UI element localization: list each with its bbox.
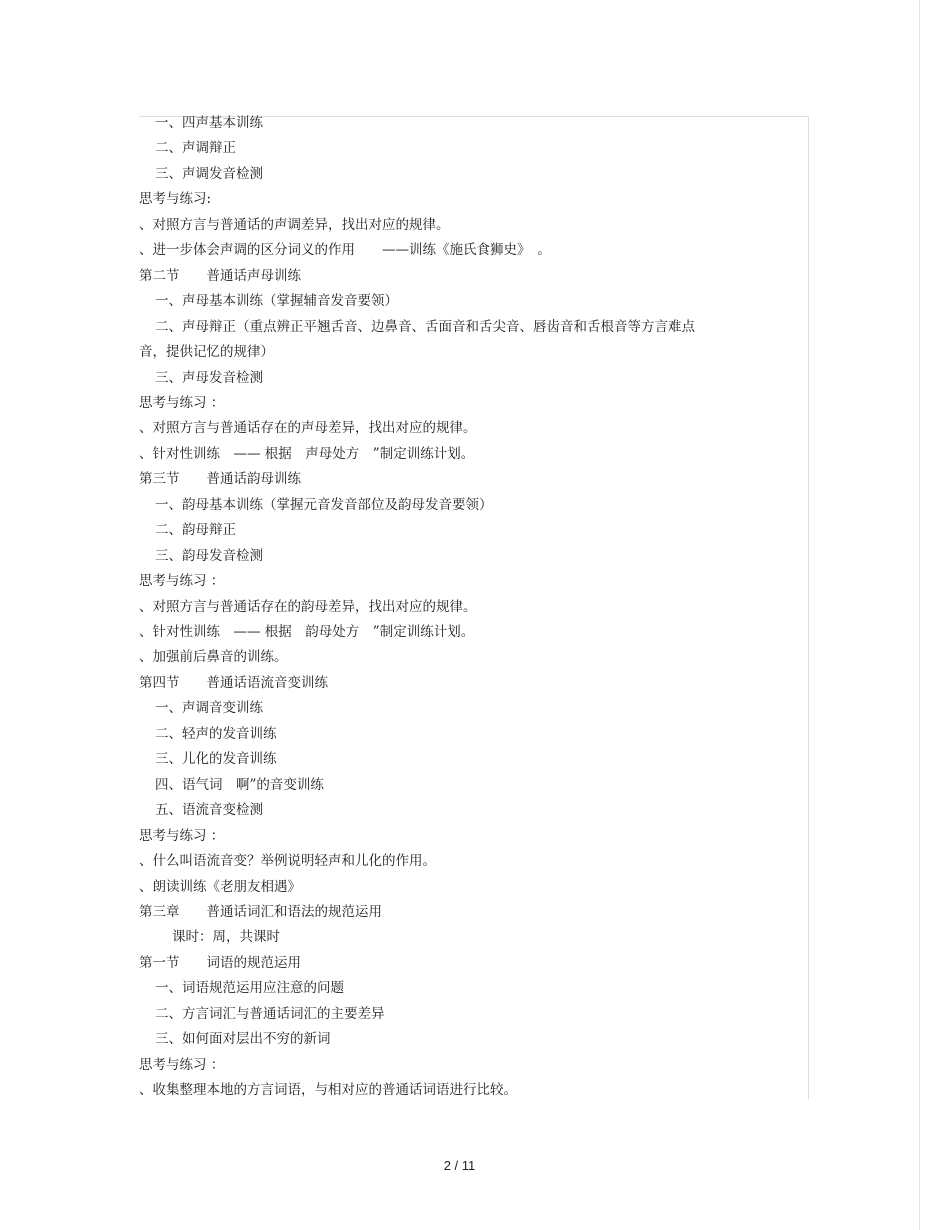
text-line: 三、如何面对层出不穷的新词 bbox=[155, 1031, 331, 1048]
text-line: 四、语气词 啊”的音变训练 bbox=[155, 776, 324, 793]
text-line: 二、轻声的发音训练 bbox=[155, 725, 277, 742]
page-number: 2 / 11 bbox=[443, 1158, 476, 1173]
text-line: 二、方言词汇与普通话词汇的主要差异 bbox=[155, 1005, 385, 1022]
text-line: 三、儿化的发音训练 bbox=[155, 751, 277, 768]
text-line: 一、韵母基本训练（掌握元音发音部位及韵母发音要领） bbox=[155, 496, 493, 513]
text-line: 五、语流音变检测 bbox=[155, 802, 263, 819]
text-line: 二、声母辩正（重点辨正平翘舌音、边鼻音、舌面音和舌尖音、唇齿音和舌根音等方言难点 bbox=[155, 318, 695, 335]
text-line: 、针对性训练 —— 根据 声母处方 ”制定训练计划。 bbox=[139, 445, 475, 462]
text-line: 音，提供记忆的规律） bbox=[139, 344, 274, 361]
text-line: 第一节 词语的规范运用 bbox=[139, 954, 301, 971]
text-line: 思考与练习: bbox=[139, 191, 212, 208]
text-line: 二、韵母辩正 bbox=[155, 522, 236, 539]
text-line: 一、声调音变训练 bbox=[155, 700, 263, 717]
text-line: 、对照方言与普通话的声调差异，找出对应的规律。 bbox=[139, 216, 450, 233]
text-line: 课时：周，共课时 bbox=[172, 929, 280, 946]
text-line: 、什么叫语流音变？举例说明轻声和儿化的作用。 bbox=[139, 853, 436, 870]
text-line: 第四节 普通话语流音变训练 bbox=[139, 674, 328, 691]
text-line: 第三节 普通话韵母训练 bbox=[139, 471, 301, 488]
text-line: 思考与练习 ： bbox=[139, 1056, 225, 1073]
text-line: 、加强前后鼻音的训练。 bbox=[139, 649, 288, 666]
text-line: 思考与练习 ： bbox=[139, 573, 225, 590]
text-line: 三、声母发音检测 bbox=[155, 369, 263, 386]
text-line: 、进一步体会声调的区分词义的作用 ——训练《施氏食狮史》 。 bbox=[139, 242, 551, 259]
text-line: 、对照方言与普通话存在的韵母差异，找出对应的规律。 bbox=[139, 598, 477, 615]
text-line: 第三章 普通话词汇和语法的规范运用 bbox=[139, 903, 382, 920]
text-line: 一、四声基本训练 bbox=[155, 115, 263, 131]
text-line: 、针对性训练 —— 根据 韵母处方 ”制定训练计划。 bbox=[139, 624, 475, 640]
text-line: 、收集整理本地的方言词语，与相对应的普通话词语进行比较。 bbox=[139, 1082, 517, 1099]
text-line: 三、韵母发音检测 bbox=[155, 547, 263, 564]
text-line: 一、词语规范运用应注意的问题 bbox=[155, 980, 344, 997]
text-line: 一、声母基本训练（掌握辅音发音要领） bbox=[155, 293, 398, 310]
text-line: 思考与练习 ： bbox=[139, 394, 225, 411]
text-line: 第二节 普通话声母训练 bbox=[139, 267, 301, 284]
text-line: 、对照方言与普通话存在的声母差异，找出对应的规律。 bbox=[139, 420, 477, 437]
text-line: 二、声调辩正 bbox=[155, 140, 236, 157]
page-edge bbox=[919, 0, 920, 1230]
text-line: 思考与练习 ： bbox=[139, 827, 225, 844]
text-line: 、朗读训练《老朋友相遇》 bbox=[139, 878, 301, 895]
text-line: 三、声调发音检测 bbox=[155, 165, 263, 182]
